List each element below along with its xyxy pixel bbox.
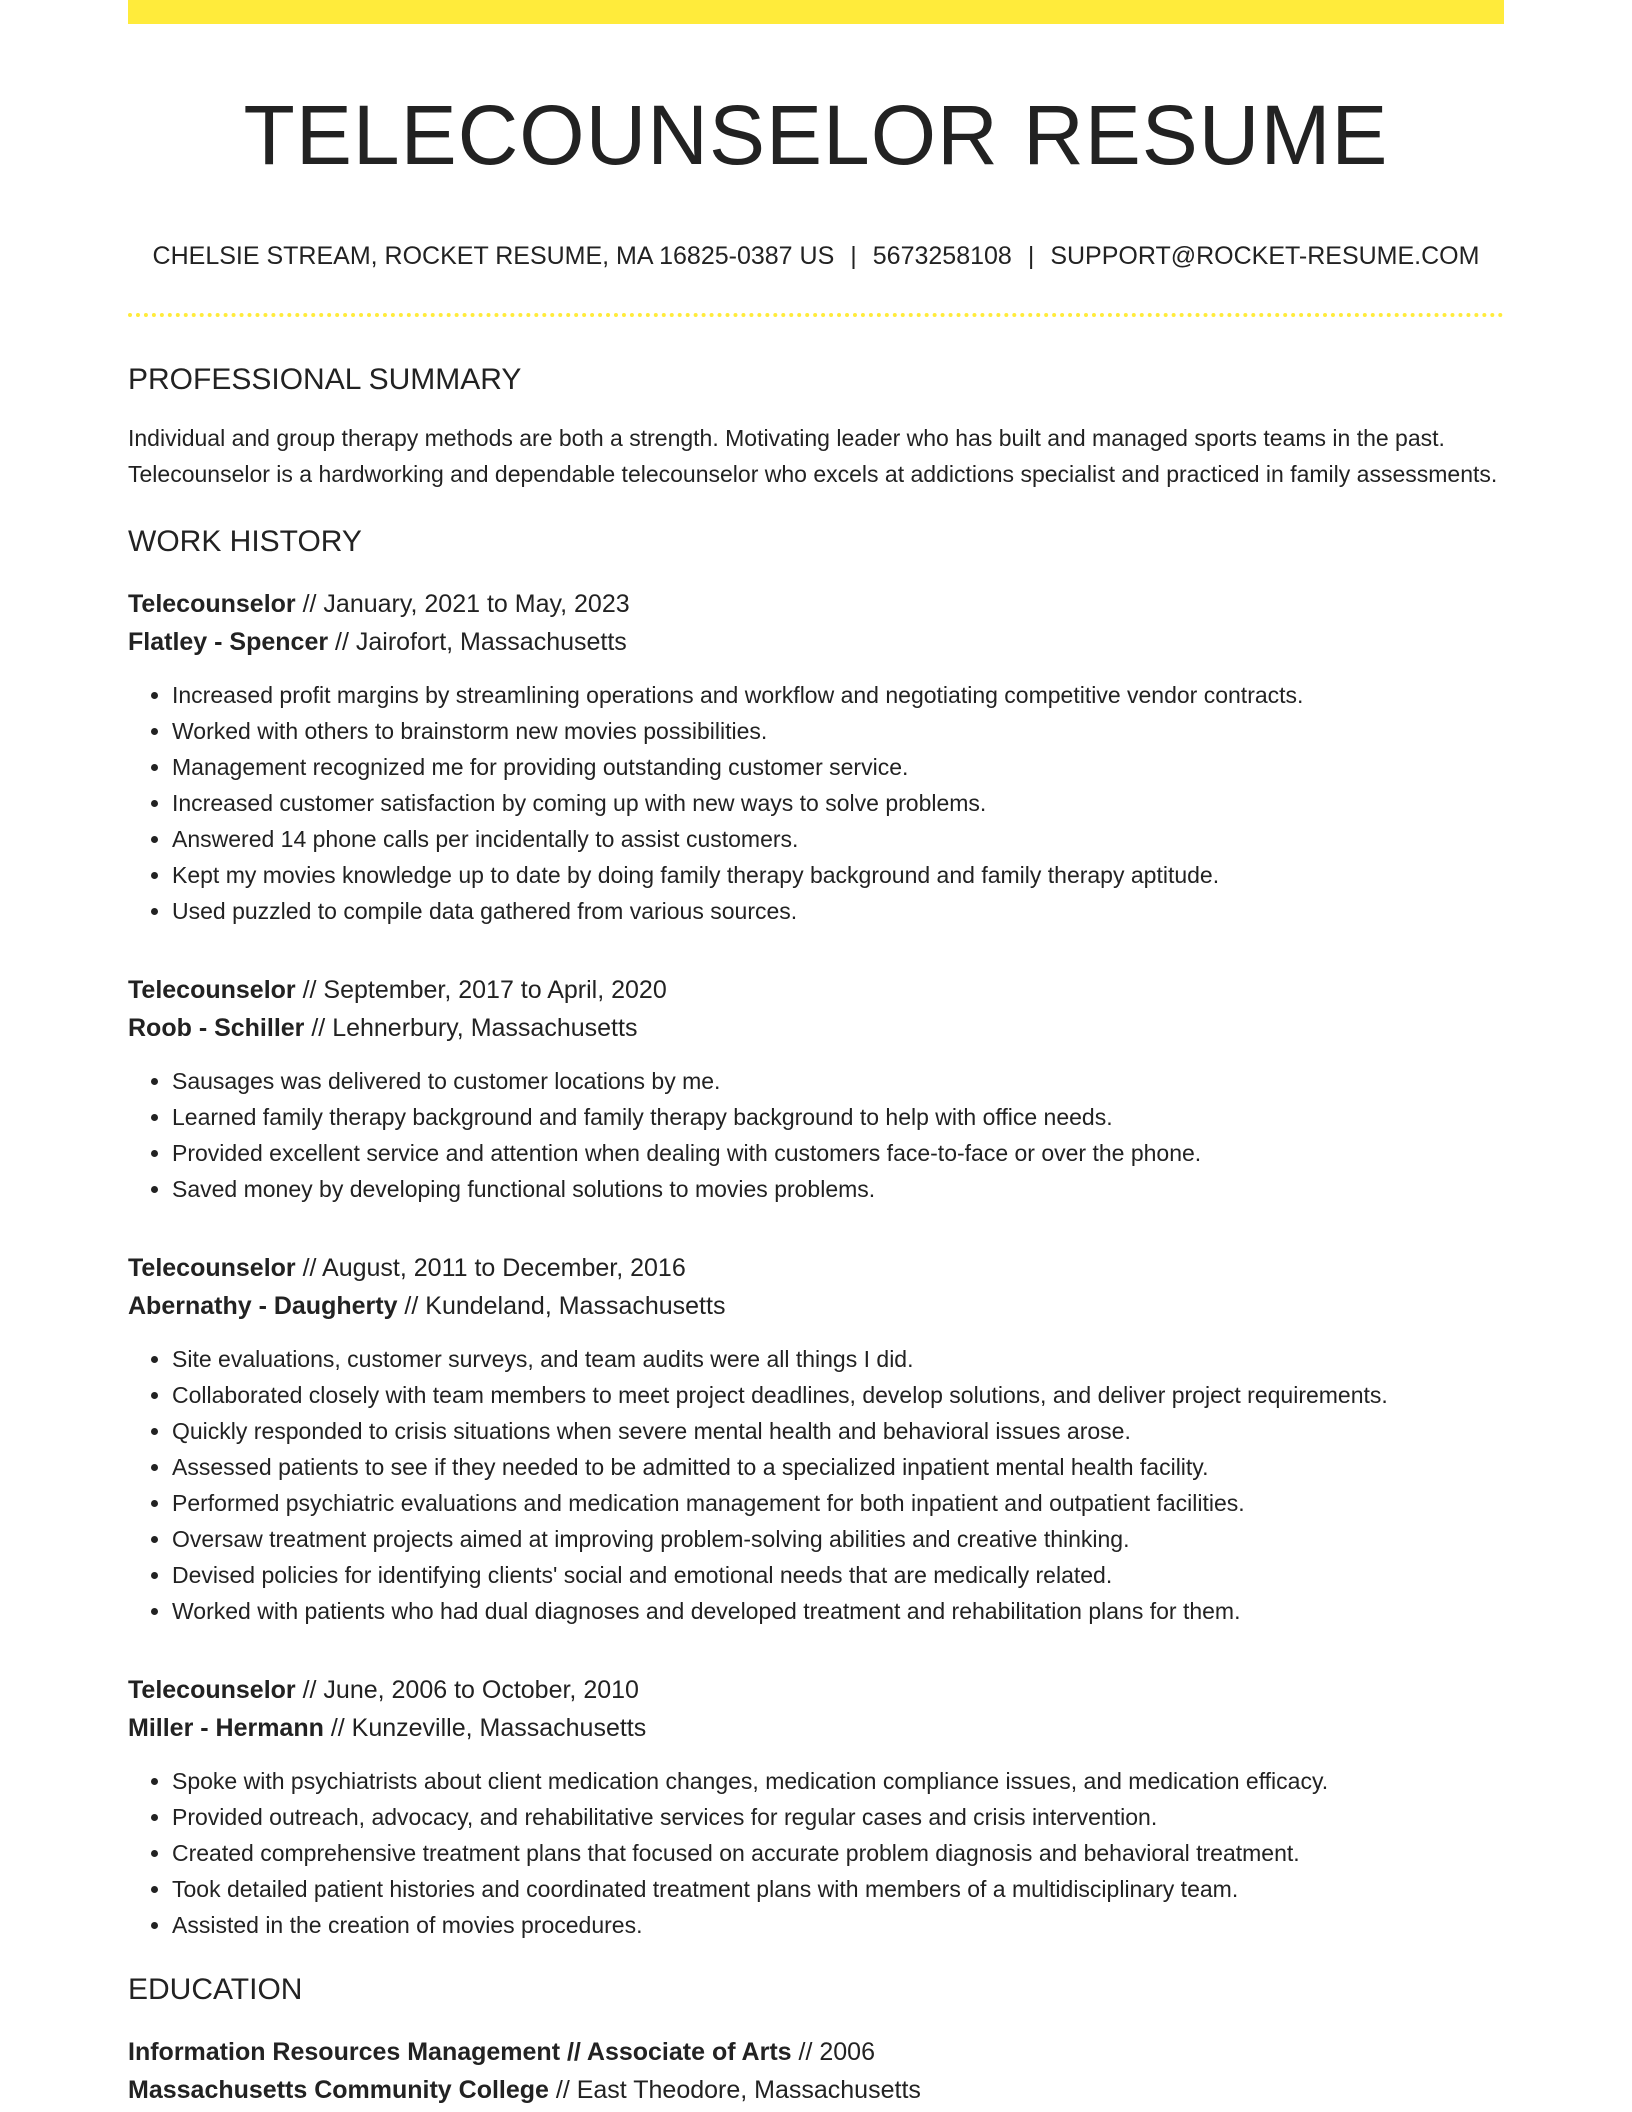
job-title: Telecounselor — [128, 976, 296, 1004]
list-item: • Assisted in the creation of movies procedures. — [172, 1907, 1504, 1943]
job-entry — [128, 1671, 1504, 1943]
job-dates: // September, 2017 to April, 2020 — [295, 976, 667, 1004]
list-item: • Devised policies for identifying clients' social and emotional needs that are medically related. — [172, 1557, 1504, 1593]
list-item: • Collaborated closely with team members to meet project deadlines, develop solutions, and deliver project requirements. — [172, 1377, 1504, 1413]
education-entry — [128, 2033, 1504, 2109]
job-company-line — [128, 623, 1504, 661]
job-title-line — [128, 1249, 1504, 1287]
list-item: • Kept my movies knowledge up to date by doing family therapy background and family therapy aptitude. — [172, 857, 1504, 893]
job-location: // Jairofort, Massachusetts — [328, 628, 627, 656]
summary-text: Individual and group therapy methods are both a strength. Motivating leader who has built and managed sports teams in the past. Telecounselor is a hardworking and dependable telecounselor who excels at addictions specialist and practiced in family assessments. — [128, 425, 1498, 487]
top-accent-bar — [128, 0, 1504, 24]
job-dates: // June, 2006 to October, 2010 — [295, 1676, 639, 1704]
job-dates: // August, 2011 to December, 2016 — [295, 1254, 686, 1282]
list-item: • Increased profit margins by streamlining operations and workflow and negotiating competitive vendor contracts. — [172, 677, 1504, 713]
list-item: • Learned family therapy background and family therapy background to help with office needs. — [172, 1099, 1504, 1135]
education-year: // 2006 — [791, 2038, 875, 2066]
contact-line — [128, 240, 1504, 272]
job-company: Miller - Hermann — [128, 1714, 324, 1742]
contact-email: SUPPORT@ROCKET-RESUME.COM — [1050, 242, 1480, 270]
job-bullets — [128, 677, 1504, 929]
section-heading-work-history: WORK HISTORY — [128, 525, 362, 558]
education-degree-line — [128, 2033, 1504, 2071]
job-company: Roob - Schiller — [128, 1014, 305, 1042]
contact-separator: | — [850, 242, 857, 270]
education-location: // East Theodore, Massachusetts — [548, 2076, 921, 2104]
job-company-line — [128, 1009, 1504, 1047]
list-item: • Provided outreach, advocacy, and rehabilitative services for regular cases and crisis intervention. — [172, 1799, 1504, 1835]
job-dates: // January, 2021 to May, 2023 — [295, 590, 630, 618]
page-title: TELECOUNSELOR RESUME — [243, 88, 1389, 182]
list-item: • Answered 14 phone calls per incidentally to assist customers. — [172, 821, 1504, 857]
job-entry — [128, 585, 1504, 929]
job-company-line — [128, 1709, 1504, 1747]
list-item: • Assessed patients to see if they needed to be admitted to a specialized inpatient mental health facility. — [172, 1449, 1504, 1485]
dotted-divider — [128, 313, 1504, 317]
list-item: • Quickly responded to crisis situations when severe mental health and behavioral issues arose. — [172, 1413, 1504, 1449]
job-location: // Kundeland, Massachusetts — [397, 1292, 726, 1320]
list-item: • Provided excellent service and attention when dealing with customers face-to-face or over the phone. — [172, 1135, 1504, 1171]
job-entry — [128, 1249, 1504, 1629]
list-item: • Created comprehensive treatment plans that focused on accurate problem diagnosis and behavioral treatment. — [172, 1835, 1504, 1871]
contact-address: CHELSIE STREAM, ROCKET RESUME, MA 16825-0387 US — [152, 242, 835, 270]
list-item: • Took detailed patient histories and coordinated treatment plans with members of a multidisciplinary team. — [172, 1871, 1504, 1907]
job-bullets — [128, 1763, 1504, 1943]
education-school: Massachusetts Community College — [128, 2076, 549, 2104]
section-heading-summary: PROFESSIONAL SUMMARY — [128, 363, 522, 396]
job-title-line — [128, 1671, 1504, 1709]
list-item: • Management recognized me for providing outstanding customer service. — [172, 749, 1504, 785]
list-item: • Spoke with psychiatrists about client medication changes, medication compliance issues, and medication efficacy. — [172, 1763, 1504, 1799]
list-item: • Increased customer satisfaction by coming up with new ways to solve problems. — [172, 785, 1504, 821]
section-heading-education: EDUCATION — [128, 1973, 303, 2006]
job-title-line — [128, 971, 1504, 1009]
job-bullets — [128, 1341, 1504, 1629]
job-title-line — [128, 585, 1504, 623]
list-item: • Worked with others to brainstorm new movies possibilities. — [172, 713, 1504, 749]
job-title: Telecounselor — [128, 1254, 296, 1282]
job-company: Abernathy - Daugherty — [128, 1292, 398, 1320]
job-company: Flatley - Spencer — [128, 628, 329, 656]
list-item: • Saved money by developing functional solutions to movies problems. — [172, 1171, 1504, 1207]
list-item: • Performed psychiatric evaluations and medication management for both inpatient and outpatient facilities. — [172, 1485, 1504, 1521]
job-company-line — [128, 1287, 1504, 1325]
job-bullets — [128, 1063, 1504, 1207]
education-school-line — [128, 2071, 1504, 2109]
job-location: // Kunzeville, Massachusetts — [323, 1714, 647, 1742]
education-degree: Information Resources Management // Associate of Arts — [128, 2038, 792, 2066]
job-title: Telecounselor — [128, 590, 296, 618]
list-item: • Worked with patients who had dual diagnoses and developed treatment and rehabilitation plans for them. — [172, 1593, 1504, 1629]
list-item: • Used puzzled to compile data gathered from various sources. — [172, 893, 1504, 929]
list-item: • Site evaluations, customer surveys, and team audits were all things I did. — [172, 1341, 1504, 1377]
list-item: • Oversaw treatment projects aimed at improving problem-solving abilities and creative thinking. — [172, 1521, 1504, 1557]
contact-separator: | — [1027, 242, 1035, 270]
job-location: // Lehnerbury, Massachusetts — [304, 1014, 638, 1042]
contact-phone: 5673258108 — [872, 242, 1012, 270]
list-item: • Sausages was delivered to customer locations by me. — [172, 1063, 1504, 1099]
resume-page — [128, 0, 1504, 2109]
job-title: Telecounselor — [128, 1676, 296, 1704]
job-entry — [128, 971, 1504, 1207]
